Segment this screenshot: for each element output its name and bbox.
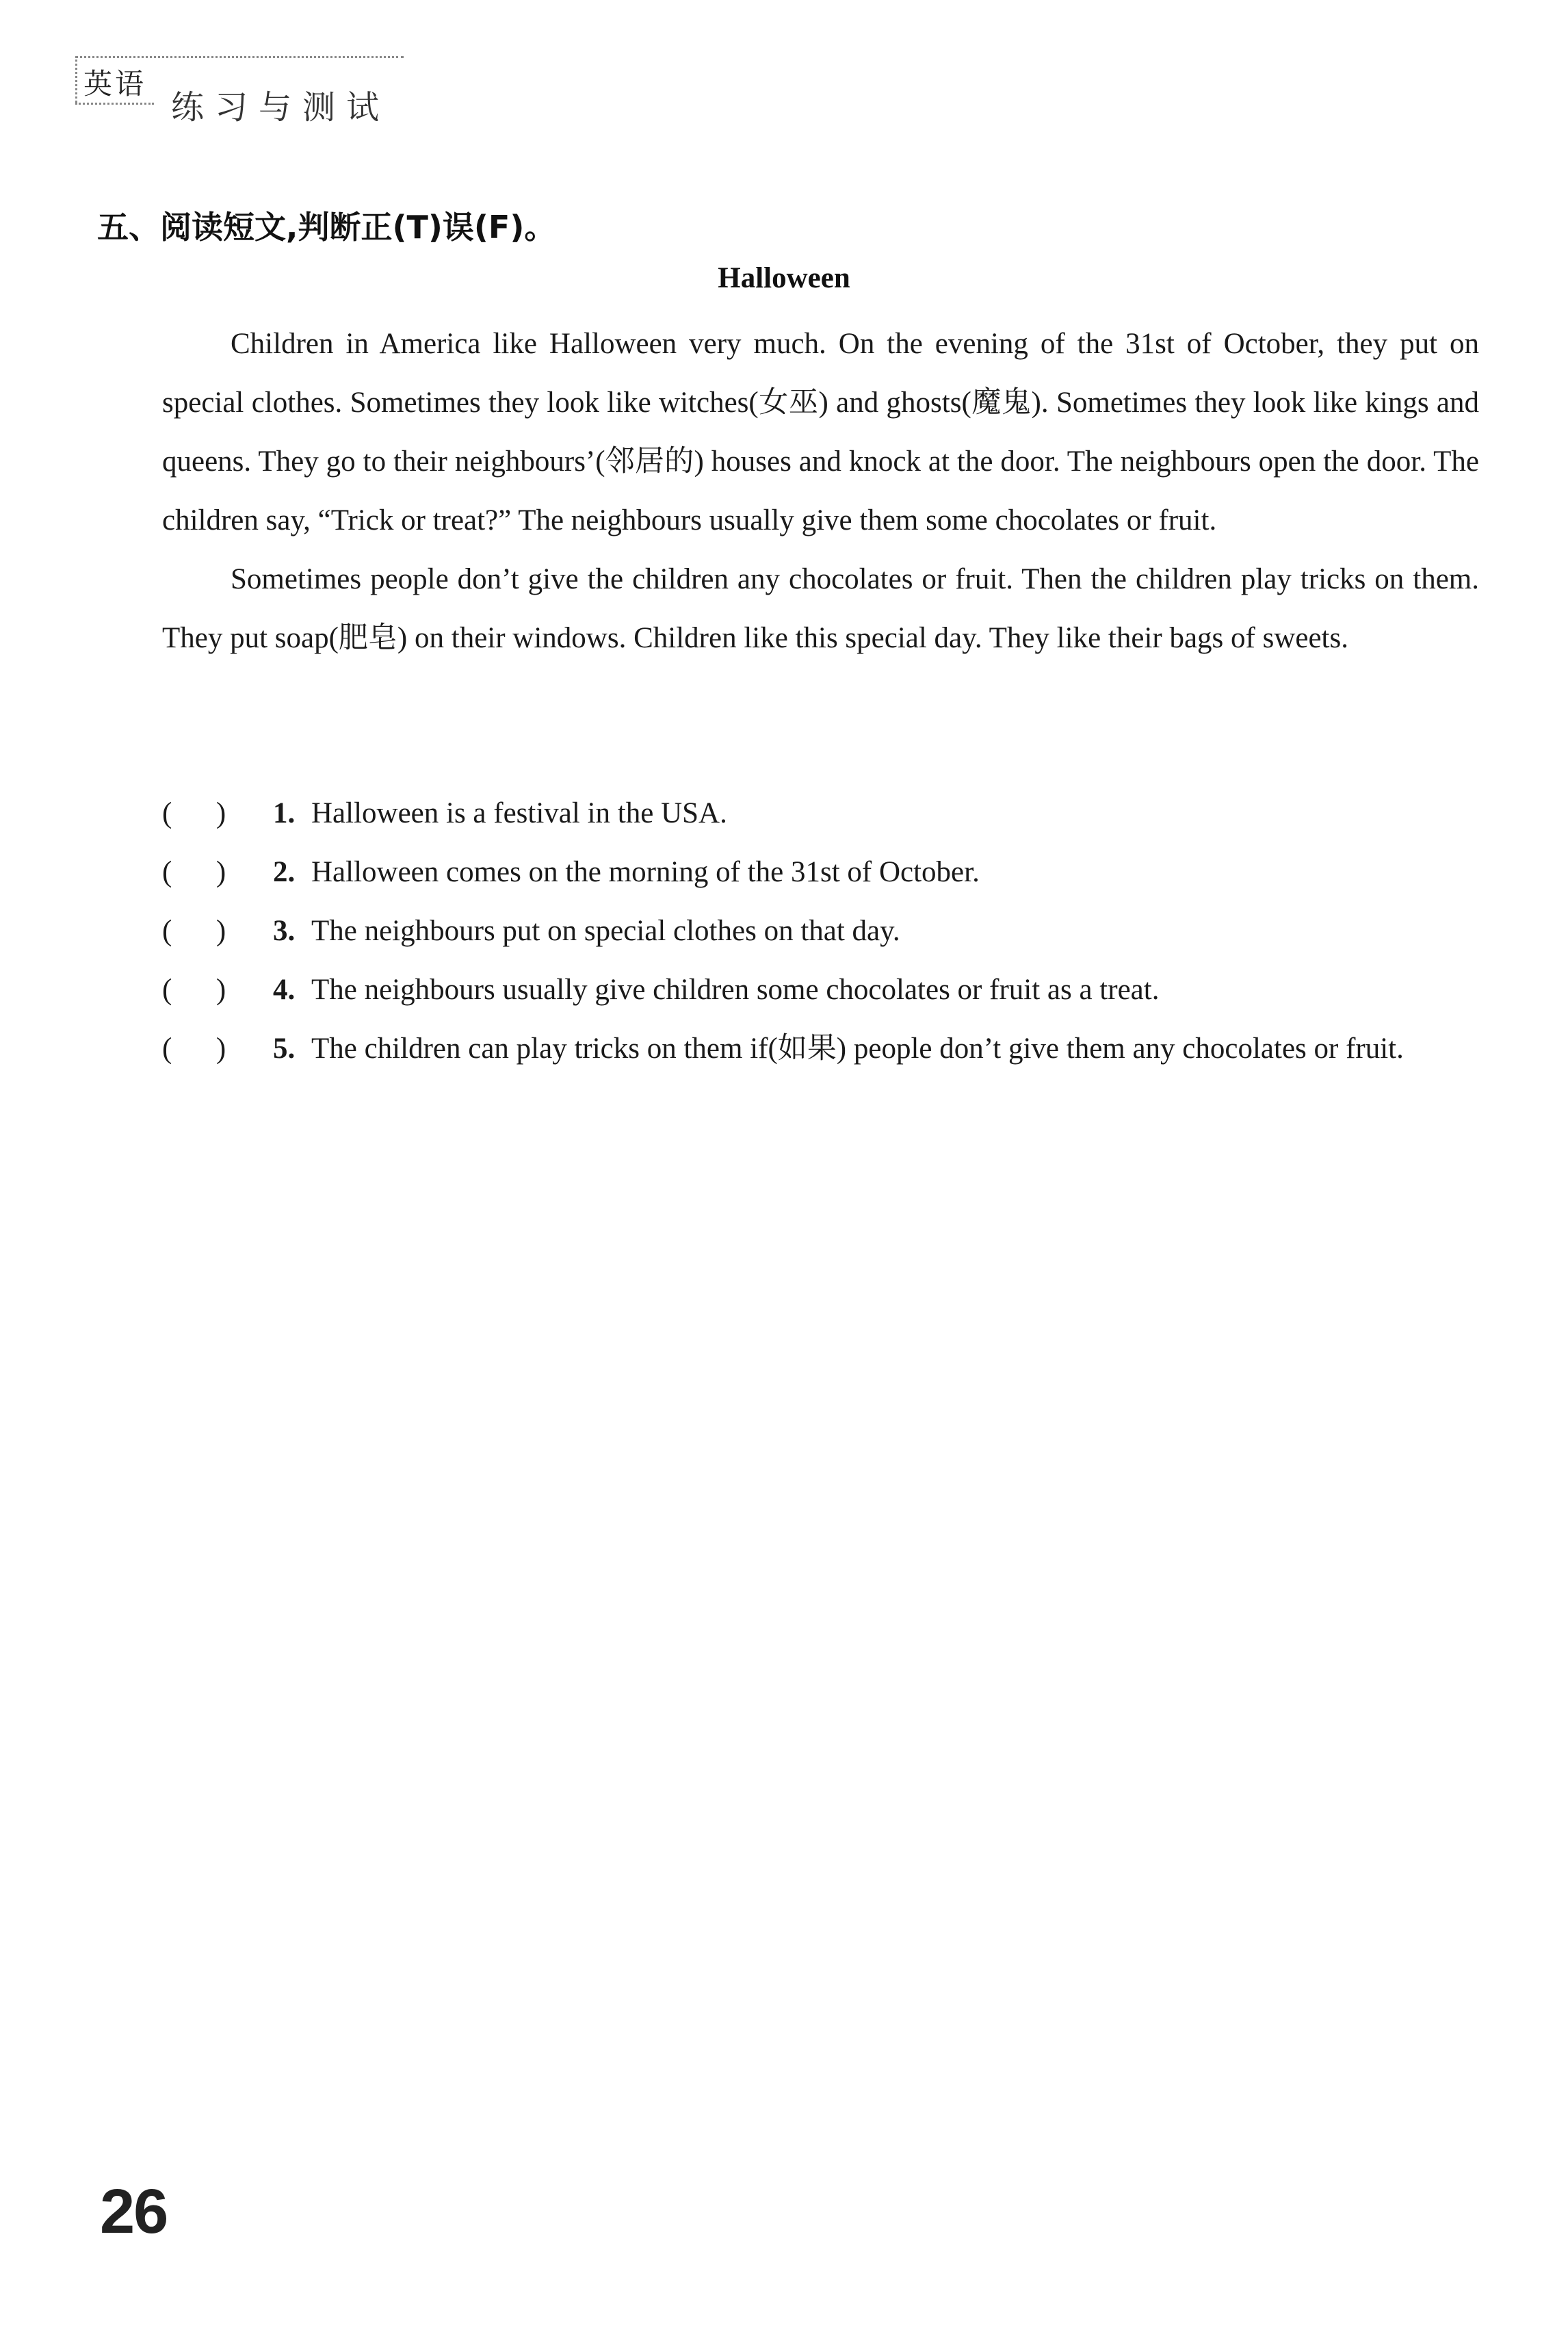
header-dotted-border-bottom bbox=[75, 103, 154, 105]
question-number: 3. bbox=[273, 915, 296, 947]
answer-blank[interactable]: ( ) bbox=[162, 915, 226, 947]
question-text: Halloween is a festival in the USA. bbox=[311, 797, 727, 829]
question-number: 4. bbox=[273, 974, 296, 1006]
question-text: The neighbours put on special clothes on that day. bbox=[311, 915, 900, 947]
answer-blank[interactable]: ( ) bbox=[162, 797, 226, 829]
answer-blank[interactable]: ( ) bbox=[162, 1033, 226, 1065]
question-number: 1. bbox=[273, 797, 296, 829]
header-dotted-border-left bbox=[75, 56, 77, 103]
question-number: 5. bbox=[273, 1033, 296, 1065]
question-item-4 bbox=[162, 961, 1479, 1020]
question-text: The children can play tricks on them if(如果) people don’t give them any chocolates or fruit. bbox=[311, 1033, 1404, 1065]
question-item-5 bbox=[162, 1020, 1479, 1078]
reading-passage bbox=[162, 315, 1479, 668]
header-book-title: 练习与测试 bbox=[171, 88, 391, 127]
question-list bbox=[162, 784, 1479, 1078]
question-item-3 bbox=[162, 902, 1479, 961]
passage-title: Halloween bbox=[718, 262, 850, 294]
page-number: 26 bbox=[100, 2177, 168, 2246]
passage-paragraph-1: Children in America like Halloween very much. On the evening of the 31st of October, they put on special clothes. Sometimes they look like witches(女巫) and ghosts(魔鬼). Sometimes they look like kings and queens. They go to their neighbours’(邻居的) houses and knock at the door. The neighbours open the door. The children say, “Trick or treat?” The neighbours usually give them some chocolates or fruit. bbox=[162, 328, 1479, 536]
question-item-1 bbox=[162, 784, 1479, 843]
answer-blank[interactable]: ( ) bbox=[162, 974, 226, 1006]
passage-paragraph-2: Sometimes people don’t give the children any chocolates or fruit. Then the children play tricks on them. They put soap(肥皂) on their windows. Children like this special day. They like their bags of sweets. bbox=[162, 563, 1479, 654]
header-subject: 英语 bbox=[83, 67, 147, 101]
section-title: 五、阅读短文,判断正(T)误(F)。 bbox=[97, 209, 556, 246]
answer-blank[interactable]: ( ) bbox=[162, 856, 226, 888]
page-header bbox=[75, 49, 417, 125]
question-number: 2. bbox=[273, 856, 296, 888]
header-dotted-border-top bbox=[75, 56, 404, 58]
question-text: The neighbours usually give children some chocolates or fruit as a treat. bbox=[311, 974, 1160, 1006]
question-item-2 bbox=[162, 843, 1479, 902]
question-text: Halloween comes on the morning of the 31st of October. bbox=[311, 856, 980, 888]
